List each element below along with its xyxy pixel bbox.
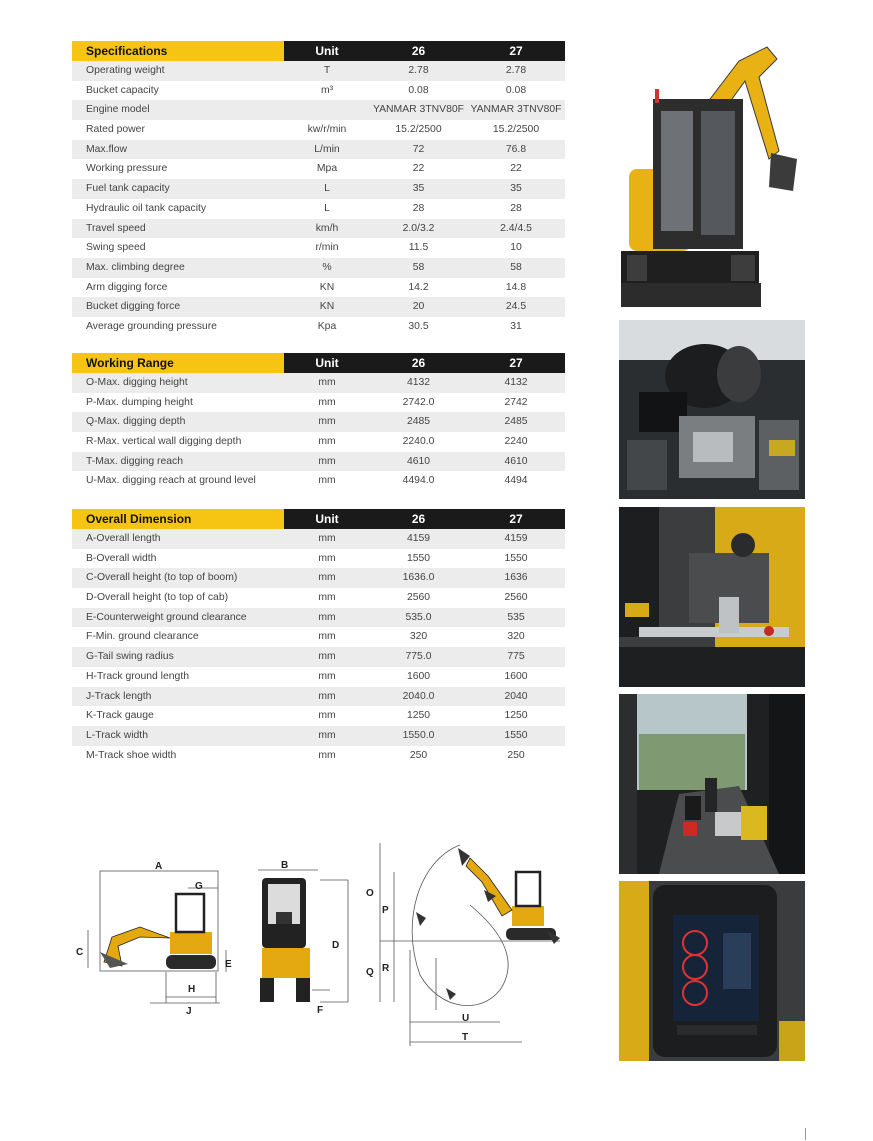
unit-header: Unit bbox=[315, 44, 339, 58]
row-label: U-Max. digging reach at ground level bbox=[86, 475, 256, 487]
row-value-26: 2.0/3.2 bbox=[402, 222, 435, 234]
row-label: Swing speed bbox=[86, 242, 146, 254]
row-value-27: 250 bbox=[507, 749, 525, 761]
row-value-27: 2485 bbox=[504, 416, 528, 428]
working-range-table bbox=[72, 353, 565, 491]
row-value-26: 775.0 bbox=[405, 651, 432, 663]
row-label: Max.flow bbox=[86, 143, 127, 155]
row-value-26: 22 bbox=[412, 163, 425, 175]
row-value-27: 0.08 bbox=[505, 84, 527, 96]
row-value-26: 15.2/2500 bbox=[395, 124, 442, 136]
row-unit: Kpa bbox=[317, 320, 337, 332]
excavator-icon bbox=[619, 41, 805, 309]
row-value-26: 2485 bbox=[406, 416, 431, 428]
table-row bbox=[72, 432, 565, 452]
row-unit: mm bbox=[318, 396, 336, 408]
row-label: Average grounding pressure bbox=[86, 320, 217, 332]
row-value-27: 2.4/4.5 bbox=[500, 222, 532, 234]
row-value-26: 30.5 bbox=[408, 320, 429, 332]
dim-label-a: A bbox=[155, 861, 163, 872]
table-body bbox=[72, 373, 565, 491]
table-row bbox=[72, 373, 565, 393]
table-row bbox=[72, 667, 565, 687]
row-label: D-Overall height (to top of cab) bbox=[86, 592, 229, 604]
row-label: Q-Max. digging depth bbox=[86, 416, 186, 428]
overall-dimension-table bbox=[72, 509, 565, 765]
row-value-27: 58 bbox=[510, 261, 522, 273]
row-label: P-Max. dumping height bbox=[86, 396, 193, 408]
cab-controls-icon bbox=[619, 694, 805, 874]
row-label: J-Track length bbox=[86, 690, 152, 702]
row-value-27: 4494 bbox=[504, 475, 528, 487]
dim-label-p: P bbox=[382, 905, 389, 916]
row-value-27: 4132 bbox=[504, 377, 528, 388]
table-row bbox=[72, 706, 565, 726]
row-value-27: 14.8 bbox=[505, 281, 527, 293]
row-label: O-Max. digging height bbox=[86, 377, 188, 388]
dim-label-o: O bbox=[366, 888, 374, 899]
table-row bbox=[72, 140, 565, 160]
row-value-26: 320 bbox=[409, 631, 428, 643]
dim-label-u: U bbox=[462, 1013, 470, 1024]
table-header bbox=[72, 41, 565, 61]
table-row bbox=[72, 258, 565, 278]
row-value-27: 4610 bbox=[504, 455, 528, 467]
front-excavator-icon bbox=[260, 878, 310, 1002]
row-value-26: 250 bbox=[409, 749, 428, 761]
row-unit: m³ bbox=[320, 84, 334, 96]
row-value-27: 22 bbox=[510, 163, 522, 175]
row-value-27: 535 bbox=[507, 611, 525, 623]
row-label: Bucket digging force bbox=[86, 301, 181, 313]
row-value-27: 24.5 bbox=[505, 301, 527, 313]
row-value-26: 1250 bbox=[406, 710, 431, 722]
row-label: Rated power bbox=[86, 124, 145, 136]
model-27-header: 27 bbox=[509, 44, 523, 58]
table-row bbox=[72, 568, 565, 588]
dim-label-q: Q bbox=[366, 967, 374, 978]
table-row bbox=[72, 278, 565, 298]
row-value-27: 10 bbox=[510, 242, 522, 254]
row-value-26: 0.08 bbox=[408, 84, 429, 96]
row-value-26: 4494.0 bbox=[402, 475, 435, 487]
table-title: Overall Dimension bbox=[72, 509, 284, 529]
row-label: M-Track shoe width bbox=[86, 749, 177, 761]
row-value-27: 15.2/2500 bbox=[492, 124, 540, 136]
row-value-27: 2.78 bbox=[505, 65, 527, 76]
engine-icon bbox=[619, 320, 805, 499]
engine-photo bbox=[619, 320, 805, 499]
row-value-27: 1550 bbox=[504, 729, 528, 741]
row-unit: L bbox=[324, 202, 330, 214]
table-row bbox=[72, 159, 565, 179]
row-unit: mm bbox=[318, 749, 336, 761]
dim-label-e: E bbox=[225, 959, 232, 970]
cab-controls-photo bbox=[619, 694, 805, 874]
row-value-27: 2040 bbox=[504, 690, 528, 702]
row-value-26: YANMAR 3TNV80F bbox=[372, 104, 465, 116]
table-row bbox=[72, 471, 565, 491]
row-value-26: 2742.0 bbox=[402, 396, 435, 408]
table-row bbox=[72, 297, 565, 317]
side-excavator-icon bbox=[100, 894, 216, 969]
row-value-26: 4610 bbox=[406, 455, 431, 467]
row-label: Fuel tank capacity bbox=[86, 183, 170, 195]
row-unit: kw/r/min bbox=[307, 124, 347, 136]
specifications-table bbox=[72, 41, 565, 337]
row-value-27: 31 bbox=[510, 320, 522, 332]
row-unit: T bbox=[323, 65, 331, 76]
row-unit: L/min bbox=[314, 143, 340, 155]
table-row bbox=[72, 726, 565, 746]
row-unit: KN bbox=[319, 281, 335, 293]
row-value-27: 1600 bbox=[504, 670, 528, 682]
row-unit: mm bbox=[318, 416, 336, 428]
unit-header: Unit bbox=[315, 356, 339, 370]
row-label: Working pressure bbox=[86, 163, 168, 175]
table-row bbox=[72, 452, 565, 472]
row-label: A-Overall length bbox=[86, 533, 161, 544]
table-row bbox=[72, 81, 565, 101]
table-row bbox=[72, 412, 565, 432]
boom-cylinder-icon bbox=[619, 507, 805, 687]
table-row bbox=[72, 588, 565, 608]
row-label: G-Tail swing radius bbox=[86, 651, 174, 663]
dimension-diagrams bbox=[70, 836, 580, 1051]
table-row bbox=[72, 317, 565, 337]
row-value-27: 35 bbox=[510, 183, 522, 195]
row-label: Travel speed bbox=[86, 222, 146, 234]
table-row bbox=[72, 608, 565, 628]
row-unit: mm bbox=[318, 651, 336, 663]
model-27-header: 27 bbox=[509, 512, 523, 526]
row-label: Hydraulic oil tank capacity bbox=[86, 202, 207, 214]
row-label: Engine model bbox=[86, 104, 150, 116]
dim-label-g: G bbox=[195, 881, 203, 892]
row-value-26: 35 bbox=[412, 183, 425, 195]
dim-label-h: H bbox=[188, 984, 196, 995]
row-value-26: 20 bbox=[412, 301, 425, 313]
row-label: Max. climbing degree bbox=[86, 261, 185, 273]
row-label: Bucket capacity bbox=[86, 84, 159, 96]
row-value-27: 2240 bbox=[504, 436, 528, 448]
row-value-27: 1250 bbox=[504, 710, 528, 722]
model-26-header: 26 bbox=[411, 512, 426, 526]
row-unit: km/h bbox=[315, 222, 339, 234]
table-row bbox=[72, 219, 565, 239]
row-unit: mm bbox=[318, 729, 336, 741]
row-value-26: 14.2 bbox=[408, 281, 429, 293]
row-unit: mm bbox=[318, 592, 336, 604]
table-header bbox=[72, 509, 565, 529]
row-unit: mm bbox=[318, 572, 336, 584]
row-label: T-Max. digging reach bbox=[86, 455, 184, 467]
table-row bbox=[72, 529, 565, 549]
page-divider bbox=[805, 1128, 806, 1140]
row-unit: mm bbox=[318, 631, 336, 643]
table-row bbox=[72, 179, 565, 199]
row-label: K-Track gauge bbox=[86, 710, 154, 722]
row-value-27: 1550 bbox=[504, 552, 528, 564]
table-body bbox=[72, 61, 565, 337]
row-unit: mm bbox=[318, 611, 336, 623]
row-value-26: 1550.0 bbox=[402, 729, 435, 741]
table-header bbox=[72, 353, 565, 373]
row-value-26: 2240.0 bbox=[402, 436, 435, 448]
dim-label-f: F bbox=[317, 1005, 324, 1016]
row-value-27: 2742 bbox=[504, 396, 528, 408]
row-value-27: 775 bbox=[507, 651, 525, 663]
table-row bbox=[72, 100, 565, 120]
row-label: E-Counterweight ground clearance bbox=[86, 611, 247, 623]
model-27-header: 27 bbox=[509, 356, 523, 370]
dim-label-r: R bbox=[382, 963, 390, 974]
row-unit: Mpa bbox=[316, 163, 338, 175]
row-value-26: 28 bbox=[412, 202, 425, 214]
row-label: F-Min. ground clearance bbox=[86, 631, 199, 643]
row-label: B-Overall width bbox=[86, 552, 157, 564]
row-value-26: 11.5 bbox=[408, 242, 429, 254]
row-label: L-Track width bbox=[86, 729, 148, 741]
row-unit: mm bbox=[318, 533, 336, 544]
excavator-photo bbox=[619, 41, 805, 309]
row-label: H-Track ground length bbox=[86, 670, 189, 682]
row-unit: mm bbox=[318, 455, 336, 467]
row-label: Arm digging force bbox=[86, 281, 168, 293]
table-row bbox=[72, 393, 565, 413]
table-row bbox=[72, 627, 565, 647]
boom-cylinder-photo bbox=[619, 507, 805, 687]
row-value-26: 58 bbox=[412, 261, 425, 273]
row-value-27: 28 bbox=[510, 202, 522, 214]
row-unit: mm bbox=[318, 710, 336, 722]
row-unit: mm bbox=[318, 690, 336, 702]
dim-label-t: T bbox=[462, 1032, 469, 1043]
table-row bbox=[72, 238, 565, 258]
table-title: Specifications bbox=[72, 41, 284, 61]
row-label: C-Overall height (to top of boom) bbox=[86, 572, 238, 584]
row-value-26: 72 bbox=[412, 143, 425, 155]
table-row bbox=[72, 549, 565, 569]
row-value-27: YANMAR 3TNV80F bbox=[470, 104, 562, 116]
row-label: R-Max. vertical wall digging depth bbox=[86, 436, 242, 448]
row-value-27: 4159 bbox=[504, 533, 528, 544]
row-unit: mm bbox=[318, 670, 336, 682]
table-row bbox=[72, 687, 565, 707]
row-value-26: 1550 bbox=[406, 552, 431, 564]
model-26-header: 26 bbox=[411, 356, 426, 370]
dim-label-j: J bbox=[186, 1006, 192, 1017]
table-body bbox=[72, 529, 565, 765]
dim-label-b: B bbox=[281, 860, 289, 871]
row-value-26: 2560 bbox=[406, 592, 431, 604]
dim-label-d: D bbox=[332, 940, 340, 951]
unit-header: Unit bbox=[315, 512, 339, 526]
range-excavator-icon bbox=[416, 848, 560, 1000]
row-value-27: 1636 bbox=[504, 572, 528, 584]
table-title: Working Range bbox=[72, 353, 284, 373]
row-unit: mm bbox=[318, 475, 336, 487]
row-unit bbox=[284, 100, 370, 120]
row-value-27: 320 bbox=[507, 631, 525, 643]
table-row bbox=[72, 120, 565, 140]
row-value-27: 76.8 bbox=[505, 143, 527, 155]
row-unit: L bbox=[324, 183, 330, 195]
row-value-26: 2.78 bbox=[408, 65, 429, 76]
dim-label-c: C bbox=[76, 947, 84, 958]
row-value-26: 4132 bbox=[406, 377, 431, 388]
row-value-27: 2560 bbox=[504, 592, 528, 604]
row-unit: mm bbox=[318, 552, 336, 564]
row-value-26: 1600 bbox=[406, 670, 431, 682]
row-unit: mm bbox=[318, 377, 336, 388]
row-value-26: 2040.0 bbox=[402, 690, 435, 702]
row-value-26: 1636.0 bbox=[402, 572, 435, 584]
row-unit: mm bbox=[318, 436, 336, 448]
row-value-26: 4159 bbox=[406, 533, 431, 544]
monitor-display-icon bbox=[619, 881, 805, 1061]
table-row bbox=[72, 647, 565, 667]
row-unit: KN bbox=[319, 301, 335, 313]
working-range-diagram bbox=[380, 843, 560, 1046]
table-row bbox=[72, 199, 565, 219]
row-label: Operating weight bbox=[86, 65, 165, 76]
table-row bbox=[72, 61, 565, 81]
table-row bbox=[72, 746, 565, 766]
model-26-header: 26 bbox=[411, 44, 426, 58]
row-unit: % bbox=[322, 261, 332, 273]
monitor-display-photo bbox=[619, 881, 805, 1061]
row-value-26: 535.0 bbox=[405, 611, 432, 623]
row-unit: r/min bbox=[315, 242, 339, 254]
